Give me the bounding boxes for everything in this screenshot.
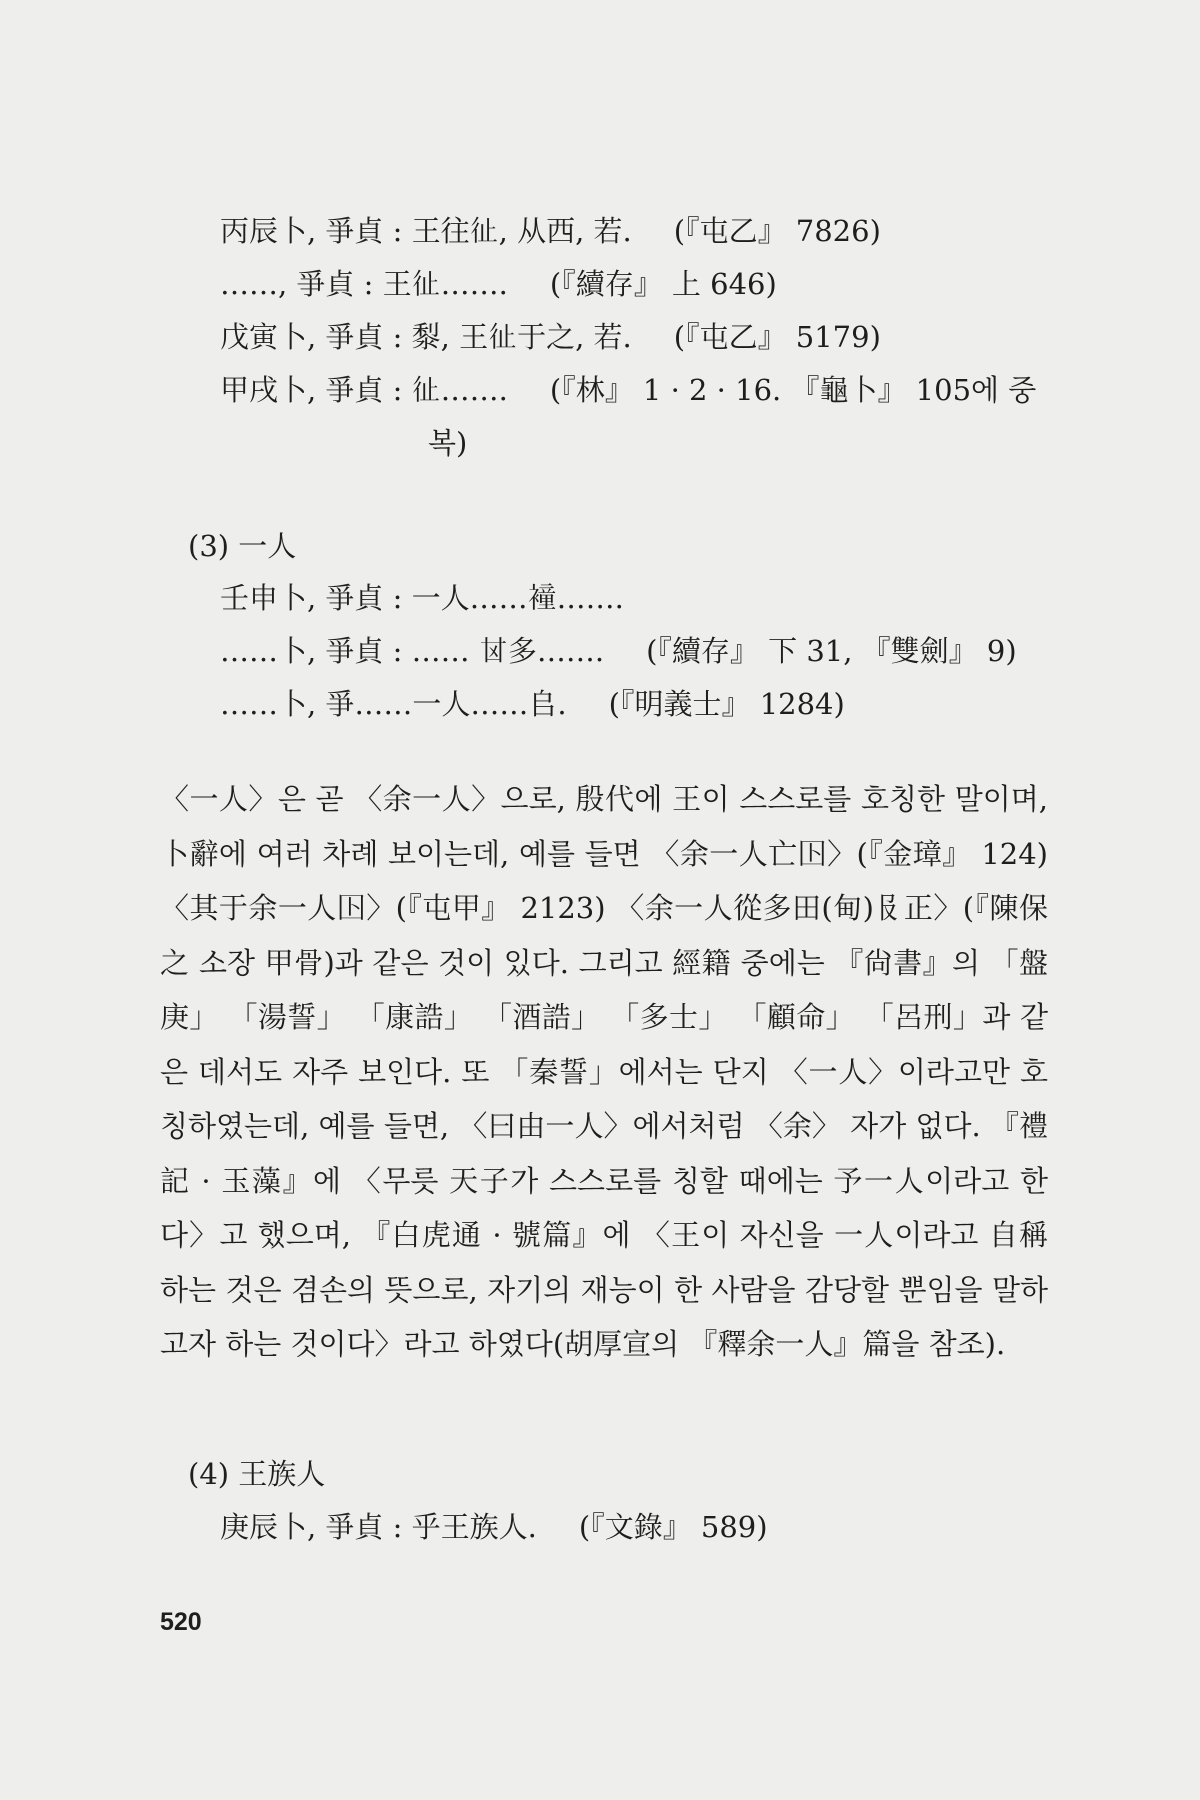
example-reference: (『屯乙』 5179) [673, 320, 881, 354]
body-paragraph [160, 772, 1048, 1372]
example-text: ……卜, 爭貞 : …… 𠀠多……. [220, 634, 605, 668]
example-line [220, 264, 777, 304]
example-reference: (『文錄』 589) [578, 1510, 768, 1544]
example-text: 庚辰卜, 爭貞 : 乎王族人. [220, 1510, 537, 1544]
example-reference: (『屯乙』 7826) [673, 214, 881, 248]
example-text: 丙辰卜, 爭貞 : 王往𢓊, 从西, 若. [220, 214, 632, 248]
example-text: 甲戌卜, 爭貞 : 𢓊……. [220, 373, 508, 407]
example-text: ……, 爭貞 : 王𢓊……. [220, 267, 508, 301]
example-text: 戊寅卜, 爭貞 : 㴝, 王𢓊于之, 若. [220, 320, 632, 354]
example-reference: 복) [428, 426, 468, 460]
paragraph-text: 〈一人〉은 곧 〈余一人〉으로, 殷代에 王이 스스로를 호칭한 말이며, 卜辭에 여러 차례 보이는데, 예를 들면 〈余一人亡𡆥〉(『金璋』 124) 〈其于余一人𡆥〉(『屯甲』 2123) 〈余一人從多田(甸)𠬝正〉(『陳保之 소장 甲骨)과 같은 것이 있다. 그리고 經籍 중에는 『尙書』의 「盤庚」 「湯誓」 「康誥」 「酒誥」 「多士」 「顧命」 「呂刑」과 같은 데서도 자주 보인다. 또 「秦誓」에서는 단지 〈一人〉이라고만 호칭하였는데, 예를 들면, 〈曰由一人〉에서처럼 〈余〉 자가 없다. 『禮記 · 玉藻』에 〈무릇 天子가 스스로를 칭할 때에는 予一人이라고 한다〉고 했으며, 『白虎通 · 號篇』에 〈王이 자신을 一人이라고 自稱하는 것은 겸손의 뜻으로, 자기의 재능이 한 사람을 감당할 뿐임을 말하고자 하는 것이다〉라고 하였다(胡厚宣의 『釋余一人』篇을 참조). [160, 782, 1048, 1361]
example-line [220, 370, 1036, 410]
example-reference: (『明義士』 1284) [608, 687, 845, 721]
example-line [220, 317, 881, 357]
example-text: 壬申卜, 爭貞 : 一人……𧝎……. [220, 581, 624, 615]
page-number: 520 [160, 1608, 202, 1636]
example-text: ……卜, 爭……一人……𠂤. [220, 687, 567, 721]
example-line [220, 211, 881, 251]
example-reference: (『林』 1 · 2 · 16. 『龜卜』 105에 중 [549, 373, 1037, 407]
section-heading: (4) 王族人 [188, 1457, 326, 1491]
example-reference: (『續存』 下 31, 『雙劍』 9) [646, 634, 1017, 668]
example-reference: (『續存』 上 646) [549, 267, 777, 301]
example-line-continuation [428, 423, 467, 463]
example-line [220, 631, 1017, 671]
example-line [220, 684, 845, 724]
example-line [220, 578, 624, 618]
example-line [220, 1507, 768, 1547]
section-heading: (3) 一人 [188, 529, 297, 563]
